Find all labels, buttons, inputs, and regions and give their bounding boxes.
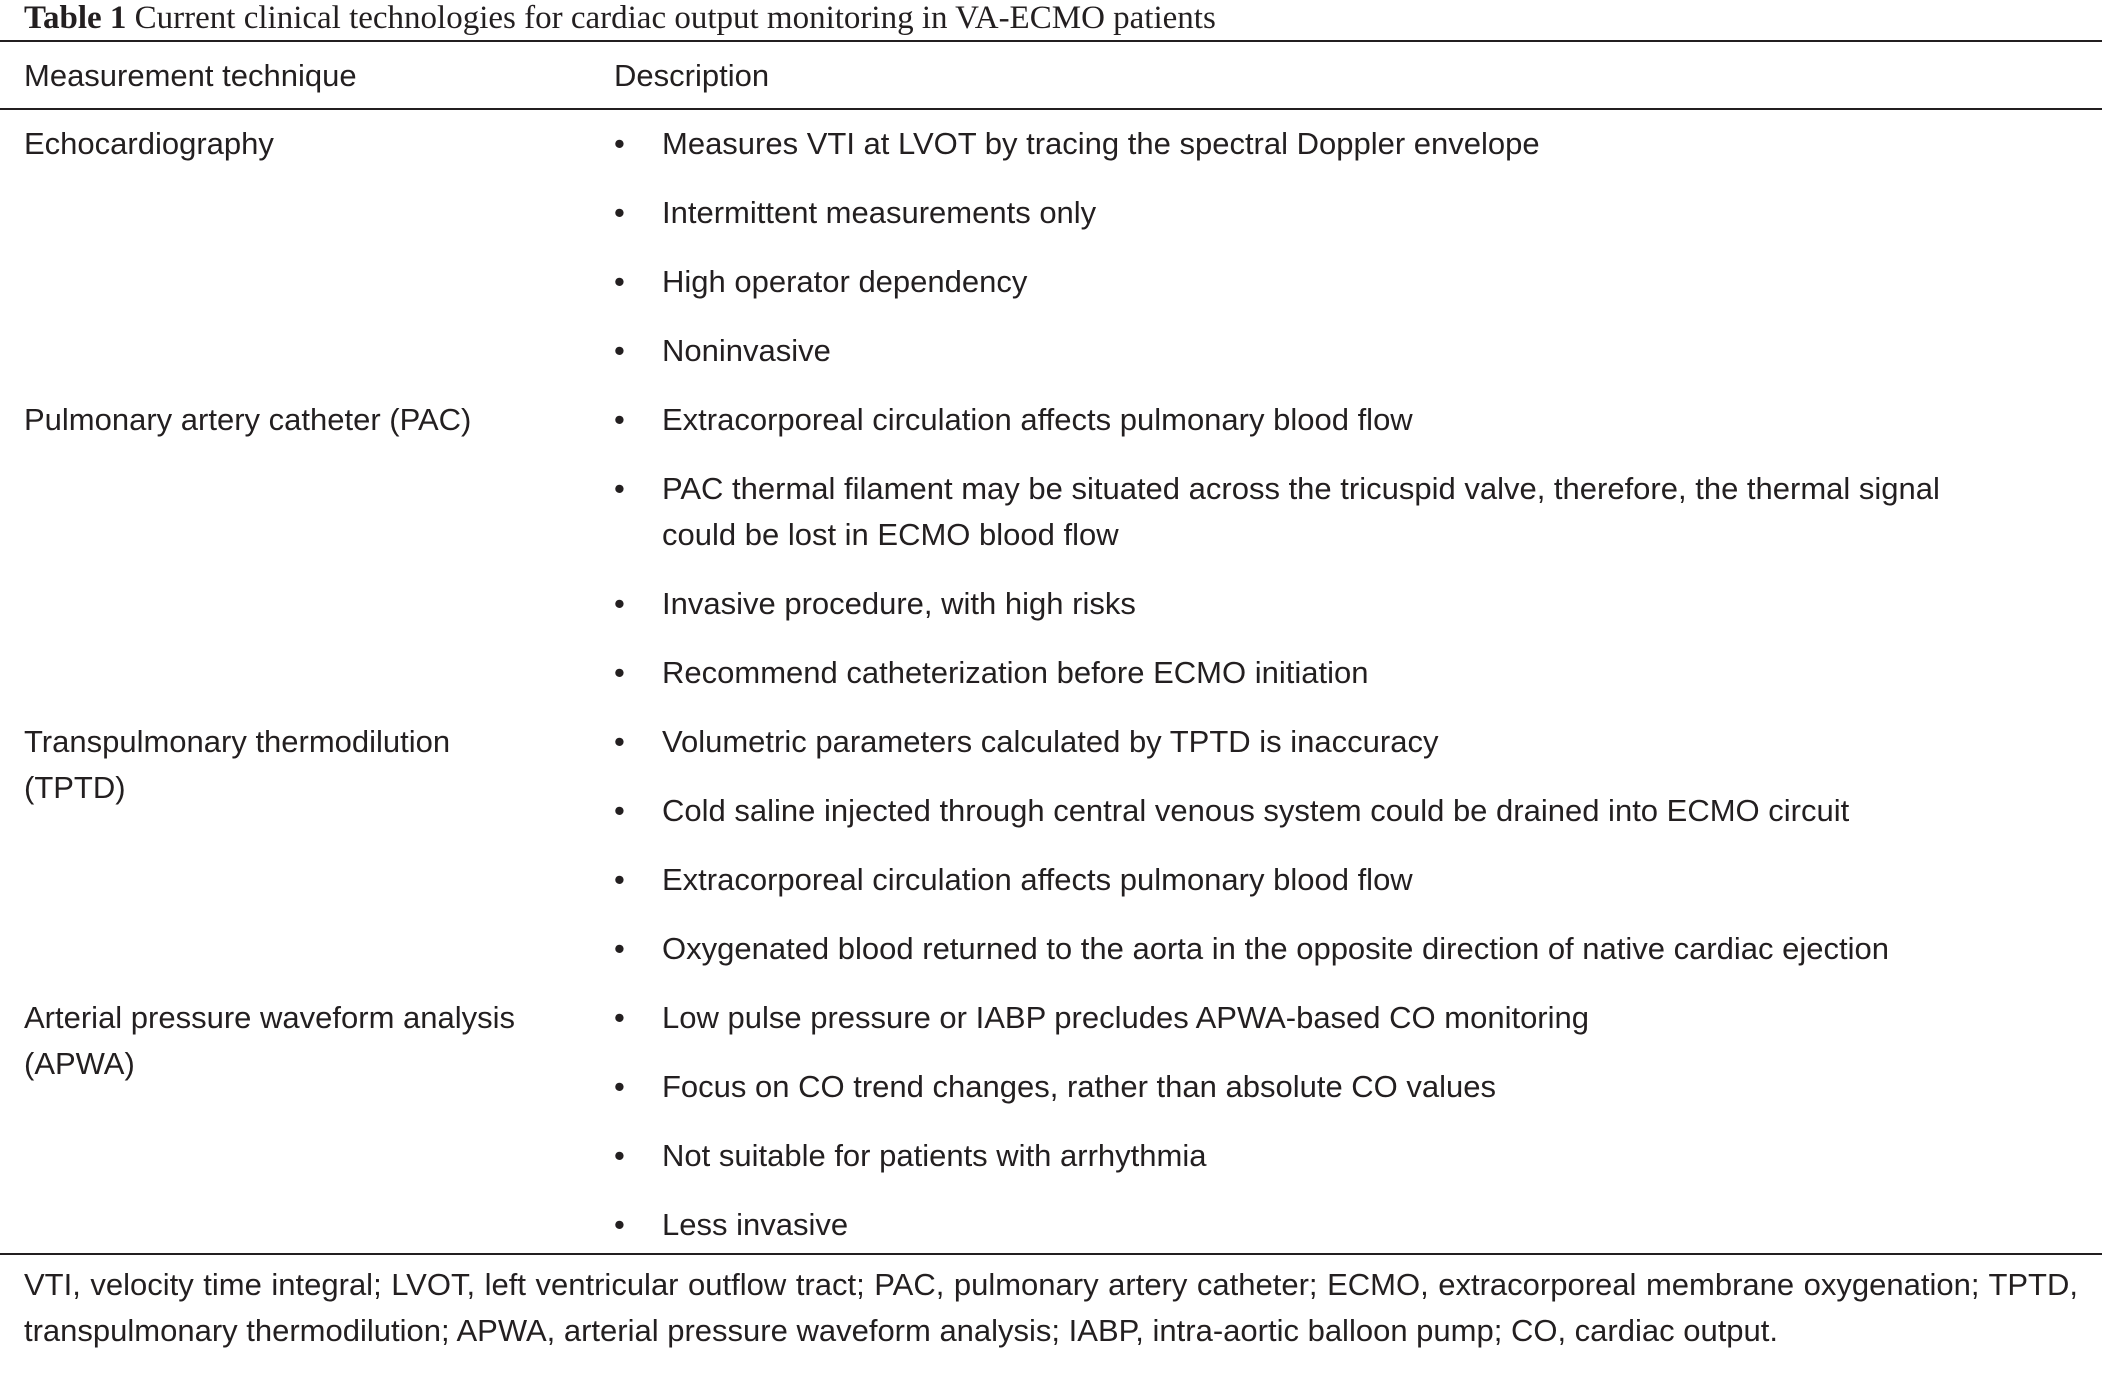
- technique-line: Arterial pressure waveform analysis: [24, 1000, 516, 1035]
- bullet-text: Invasive procedure, with high risks: [662, 586, 1136, 621]
- table-top-rule: [0, 40, 2102, 42]
- table-title: Current clinical technologies for cardiac output monitoring in VA-ECMO patients: [134, 0, 1216, 36]
- bullet-icon: •: [614, 586, 625, 621]
- bullet-text: Focus on CO trend changes, rather than absolute CO values: [662, 1069, 1497, 1104]
- bullet-text: Extracorporeal circulation affects pulmonary blood flow: [662, 402, 1413, 437]
- bullet-text-line: PAC thermal filament may be situated across the tricuspid valve, therefore, the thermal signal: [662, 471, 1940, 506]
- bullet-icon: •: [614, 931, 625, 966]
- technique-line: (APWA): [24, 1046, 135, 1081]
- technique-tptd: [24, 719, 450, 811]
- bullet-icon: •: [614, 1000, 625, 1035]
- technique-line: (TPTD): [24, 770, 126, 805]
- table-caption: [24, 0, 1216, 36]
- bullet-text: Oxygenated blood returned to the aorta in the opposite direction of native cardiac ejection: [662, 931, 1890, 966]
- bullet-text: Intermittent measurements only: [662, 195, 1097, 230]
- bullet-text: Noninvasive: [662, 333, 831, 368]
- technique-echocardiography: Echocardiography: [24, 126, 274, 161]
- bullet-icon: •: [614, 126, 625, 161]
- bullet-icon: •: [614, 655, 625, 690]
- bullet-text: High operator dependency: [662, 264, 1028, 299]
- bullet-icon: •: [614, 264, 625, 299]
- bullet-icon: •: [614, 333, 625, 368]
- table-label: Table 1: [24, 0, 127, 36]
- bullet-text-line: could be lost in ECMO blood flow: [662, 517, 1119, 552]
- bullet-icon: •: [614, 1207, 625, 1242]
- bullet-text: Recommend catheterization before ECMO initiation: [662, 655, 1369, 690]
- bullet-icon: •: [614, 793, 625, 828]
- bullet-icon: •: [614, 471, 625, 506]
- bullet-icon: •: [614, 724, 625, 759]
- technique-line: Transpulmonary thermodilution: [24, 724, 451, 759]
- bullet-icon: •: [614, 402, 625, 437]
- table-header-rule: [0, 108, 2102, 110]
- bullet-text: Extracorporeal circulation affects pulmonary blood flow: [662, 862, 1413, 897]
- bullet-icon: •: [614, 195, 625, 230]
- bullet-text: Measures VTI at LVOT by tracing the spectral Doppler envelope: [662, 126, 1540, 161]
- bullet-icon: •: [614, 1069, 625, 1104]
- bullet-icon: •: [614, 862, 625, 897]
- bullet-icon: •: [614, 1138, 625, 1173]
- technique-pac: Pulmonary artery catheter (PAC): [24, 402, 472, 437]
- bullet-text: Cold saline injected through central venous system could be drained into ECMO circuit: [662, 793, 1850, 828]
- header-measurement-technique: Measurement technique: [24, 58, 357, 93]
- bullet-text: [662, 466, 2082, 558]
- bullet-text: Volumetric parameters calculated by TPTD is inaccuracy: [662, 724, 1439, 759]
- header-description: Description: [614, 58, 770, 93]
- table-bottom-rule: [0, 1253, 2102, 1255]
- table-footnote: VTI, velocity time integral; LVOT, left ventricular outflow tract; PAC, pulmonary artery catheter; ECMO, extracorporeal membrane oxygenation; TPTD, transpulmonary thermodilution; APWA, arterial pressure waveform analysis; IABP, intra-aortic balloon pump; CO, cardiac output.: [24, 1267, 2078, 1348]
- bullet-text: Low pulse pressure or IABP precludes APWA-based CO monitoring: [662, 1000, 1590, 1035]
- technique-apwa: [24, 995, 515, 1087]
- bullet-text: Not suitable for patients with arrhythmia: [662, 1138, 1207, 1173]
- bullet-text: Less invasive: [662, 1207, 849, 1242]
